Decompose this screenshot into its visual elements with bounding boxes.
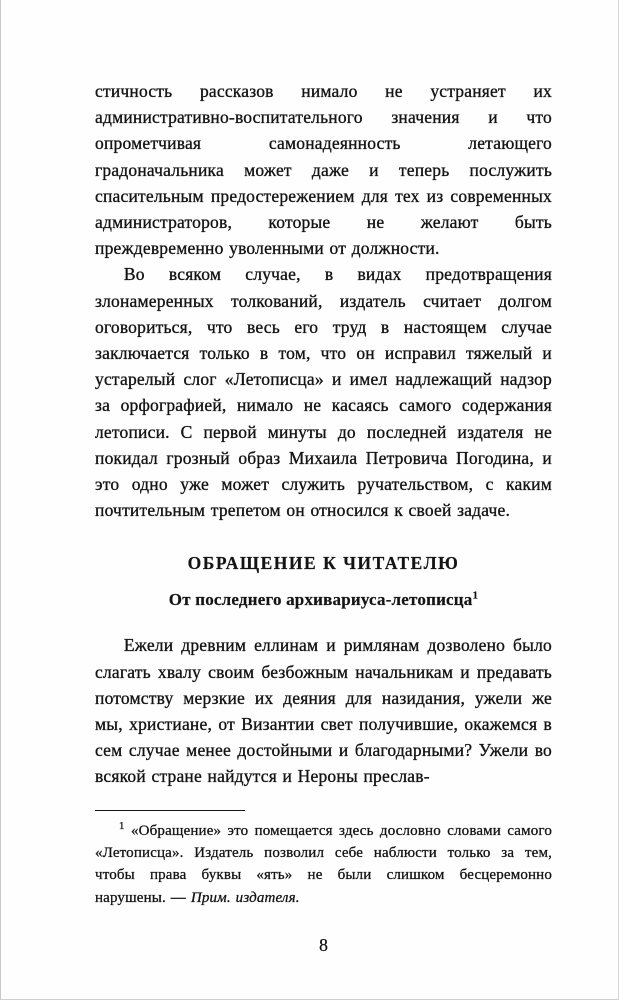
page-number: 8 (319, 935, 328, 956)
footnote-text (95, 820, 552, 910)
section-heading: ОБРАЩЕНИЕ К ЧИТАТЕЛЮ (187, 553, 460, 574)
body-paragraph: стичность рассказов нимало не устраняет их административно-воспитательного значения и что опрометчивая самонадеянность летающего градоначальника может даже и теперь послужить спасительным предостережением для тех из современных администраторов, которые не желают быть преждевременно уволенными от должности. (95, 81, 552, 259)
section-subheading (95, 590, 552, 610)
footnote-block (95, 810, 552, 910)
text-block (95, 78, 552, 956)
footnote-body: «Обращение» это помещается здесь дословно словами самого «Летописца». Издатель позволил себе наблюсти только за тем, чтобы права буквы «ять» не были слишком бесцеремонно нарушены. — (95, 822, 552, 906)
footnote-signature: Прим. издателя. (190, 889, 300, 906)
footnote-reference-marker: 1 (472, 589, 479, 602)
footnote-divider (95, 810, 245, 811)
body-paragraph: Во всяком случае, в видах предотвращения злонамеренных толкований, издатель считает долгом оговориться, что весь его труд в настоящем случае заключается только в том, что он исправил тяжелый и устарелый слог «Летописца» и имел надлежащий надзор за орфографией, нимало не касаясь самого содержания летописи. С первой минуты до последней издателя не покидал грозный образ Михаила Петровича Погодина, и это одно уже может служить ручательством, с каким почтительным трепетом он относился к своей задаче. (95, 264, 552, 521)
subheading-text: От последнего архивариуса-летописца (168, 590, 473, 610)
footnote-marker: 1 (119, 819, 125, 832)
body-paragraph: Ежели древним еллинам и римлянам дозволено было слагать хвалу своим безбожным начальникам и предавать потомству мерзкие их деяния для назидания, ужели же мы, христиане, от Византии свет получившие, окажемся в сем случае менее достойными и благодарными? Ужели во всякой стране найдутся и Нероны преслав- (95, 635, 552, 787)
